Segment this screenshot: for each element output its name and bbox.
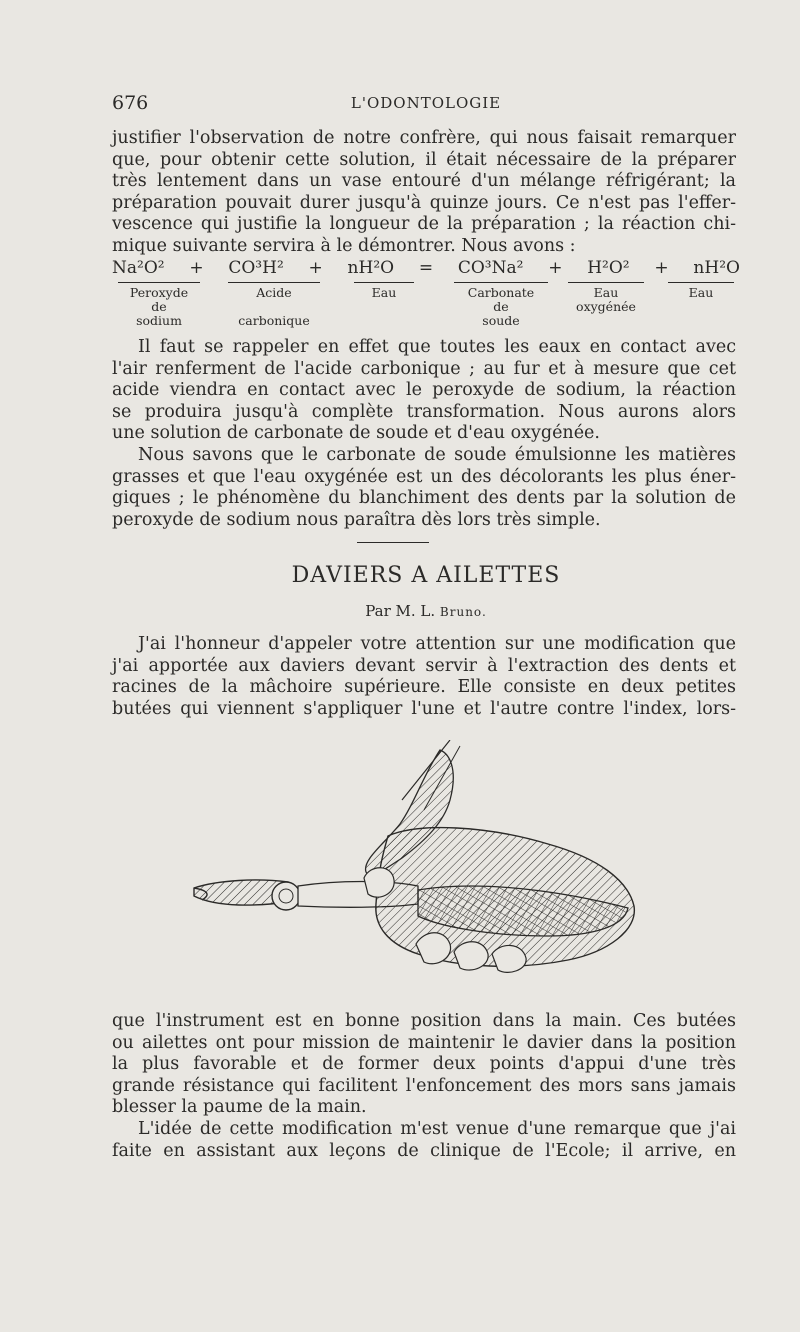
equation-term: nH²O (347, 258, 395, 278)
text-line: se produira jusqu'à complète transformation. Nous aurons alors (112, 401, 736, 422)
equation-term: nH²O (693, 258, 740, 278)
equation-operator: + (654, 258, 669, 278)
legend-acide (228, 282, 320, 328)
text-line: très lentement dans un vase entouré d'un mélange réfrigérant; la (112, 171, 736, 192)
legend-line: Eau (688, 285, 714, 300)
text-line: Il faut se rappeler en effet que toutes les eaux en contact avec (138, 337, 736, 357)
text-line: blesser la paume de la main. (112, 1097, 367, 1118)
text-line: une solution de carbonate de soude et d'eau oxygénée. (112, 423, 600, 444)
equation-operator: + (308, 258, 323, 278)
equation-legend (112, 282, 740, 338)
text-line: vescence qui justifie la longueur de la préparation ; la réaction chi- (112, 214, 736, 235)
legend-eau (354, 282, 414, 300)
legend-line: Carbonate (467, 285, 535, 300)
running-title: L'ODONTOLOGIE (350, 94, 502, 112)
text-line: acide viendra en contact avec le peroxyde de sodium, la réaction (112, 380, 736, 401)
legend-line: sodium (136, 313, 182, 328)
text-line: que, pour obtenir cette solution, il était nécessaire de la préparer (112, 149, 736, 170)
text-line: grasses et que l'eau oxygénée est un des décolorants les plus éner- (112, 466, 736, 487)
page-header (112, 92, 740, 116)
equation-term: CO³H² (228, 258, 284, 278)
legend-line: carbonique (238, 313, 310, 328)
text-line: la plus favorable et de former deux points d'appui d'une très (112, 1054, 736, 1075)
forceps-illustration (188, 740, 668, 995)
equation-operator: + (189, 258, 204, 278)
legend-carbonate (454, 282, 548, 328)
text-line: l'air renferment de l'acide carbonique ; au fur et à mesure que cet (112, 358, 736, 379)
text-line: j'ai apportée aux daviers devant servir à l'extraction des dents et (112, 655, 736, 676)
legend-line: Eau (371, 285, 397, 300)
equation-operator: + (548, 258, 563, 278)
text-line: Nous savons que le carbonate de soude émulsionne les matières (138, 445, 736, 465)
equation-operator: = (418, 258, 434, 278)
author-name: Bruno. (439, 605, 487, 619)
text-line: butées qui viennent s'appliquer l'une et l'autre contre l'index, lors- (112, 698, 736, 719)
article-author (112, 602, 740, 620)
paragraph-3 (112, 445, 736, 531)
legend-eau-oxygenee (568, 282, 644, 314)
legend-eau (668, 282, 734, 300)
equation-term: CO³Na² (457, 258, 524, 278)
legend-line: Eau (593, 285, 619, 300)
text-line: justifier l'observation de notre confrère, qui nous faisait remarquer (112, 128, 736, 148)
text-line: L'idée de cette modification m'est venue d'une remarque que j'ai (138, 1119, 736, 1139)
paragraph-1 (112, 128, 736, 258)
text-line: grande résistance qui facilitent l'enfoncement des mors sans jamais (112, 1075, 736, 1096)
legend-line: de (151, 299, 167, 314)
text-line: faite en assistant aux leçons de clinique de l'Ecole; il arrive, en (112, 1140, 736, 1161)
paragraph-5 (112, 1011, 736, 1119)
text-line: que l'instrument est en bonne position dans la main. Ces butées (112, 1011, 736, 1031)
paragraph-4 (112, 634, 736, 720)
legend-line: Peroxyde (129, 285, 189, 300)
text-line: giques ; le phénomène du blanchiment des dents par la solution de (112, 488, 736, 509)
legend-line: Acide (256, 285, 292, 300)
text-line: peroxyde de sodium nous paraîtra dès lors très simple. (112, 509, 601, 530)
author-prefix: Par M. L. (365, 602, 440, 620)
text-line: ou ailettes ont pour mission de maintenir le davier dans la position (112, 1032, 736, 1053)
text-line: J'ai l'honneur d'appeler votre attention sur une modification que (138, 634, 736, 654)
page-number: 676 (112, 92, 149, 114)
paragraph-2 (112, 337, 736, 445)
section-divider (357, 542, 429, 543)
legend-peroxyde (118, 282, 200, 328)
text-line: racines de la mâchoire supérieure. Elle consiste en deux petites (112, 677, 736, 698)
chemical-equation (112, 258, 740, 280)
legend-line: soude (482, 313, 520, 328)
text-line: préparation pouvait durer jusqu'à quinze jours. Ce n'est pas l'effer- (112, 192, 736, 213)
article-title: DAVIERS A AILETTES (291, 563, 561, 588)
paragraph-6 (112, 1119, 736, 1162)
text-line: mique suivante servira à le démontrer. Nous avons : (112, 235, 576, 256)
equation-term: H²O² (587, 258, 630, 278)
equation-term: Na²O² (112, 258, 165, 278)
legend-line: oxygénée (576, 299, 636, 314)
hand-holding-forceps-drawing (188, 740, 668, 995)
legend-line: de (493, 299, 509, 314)
